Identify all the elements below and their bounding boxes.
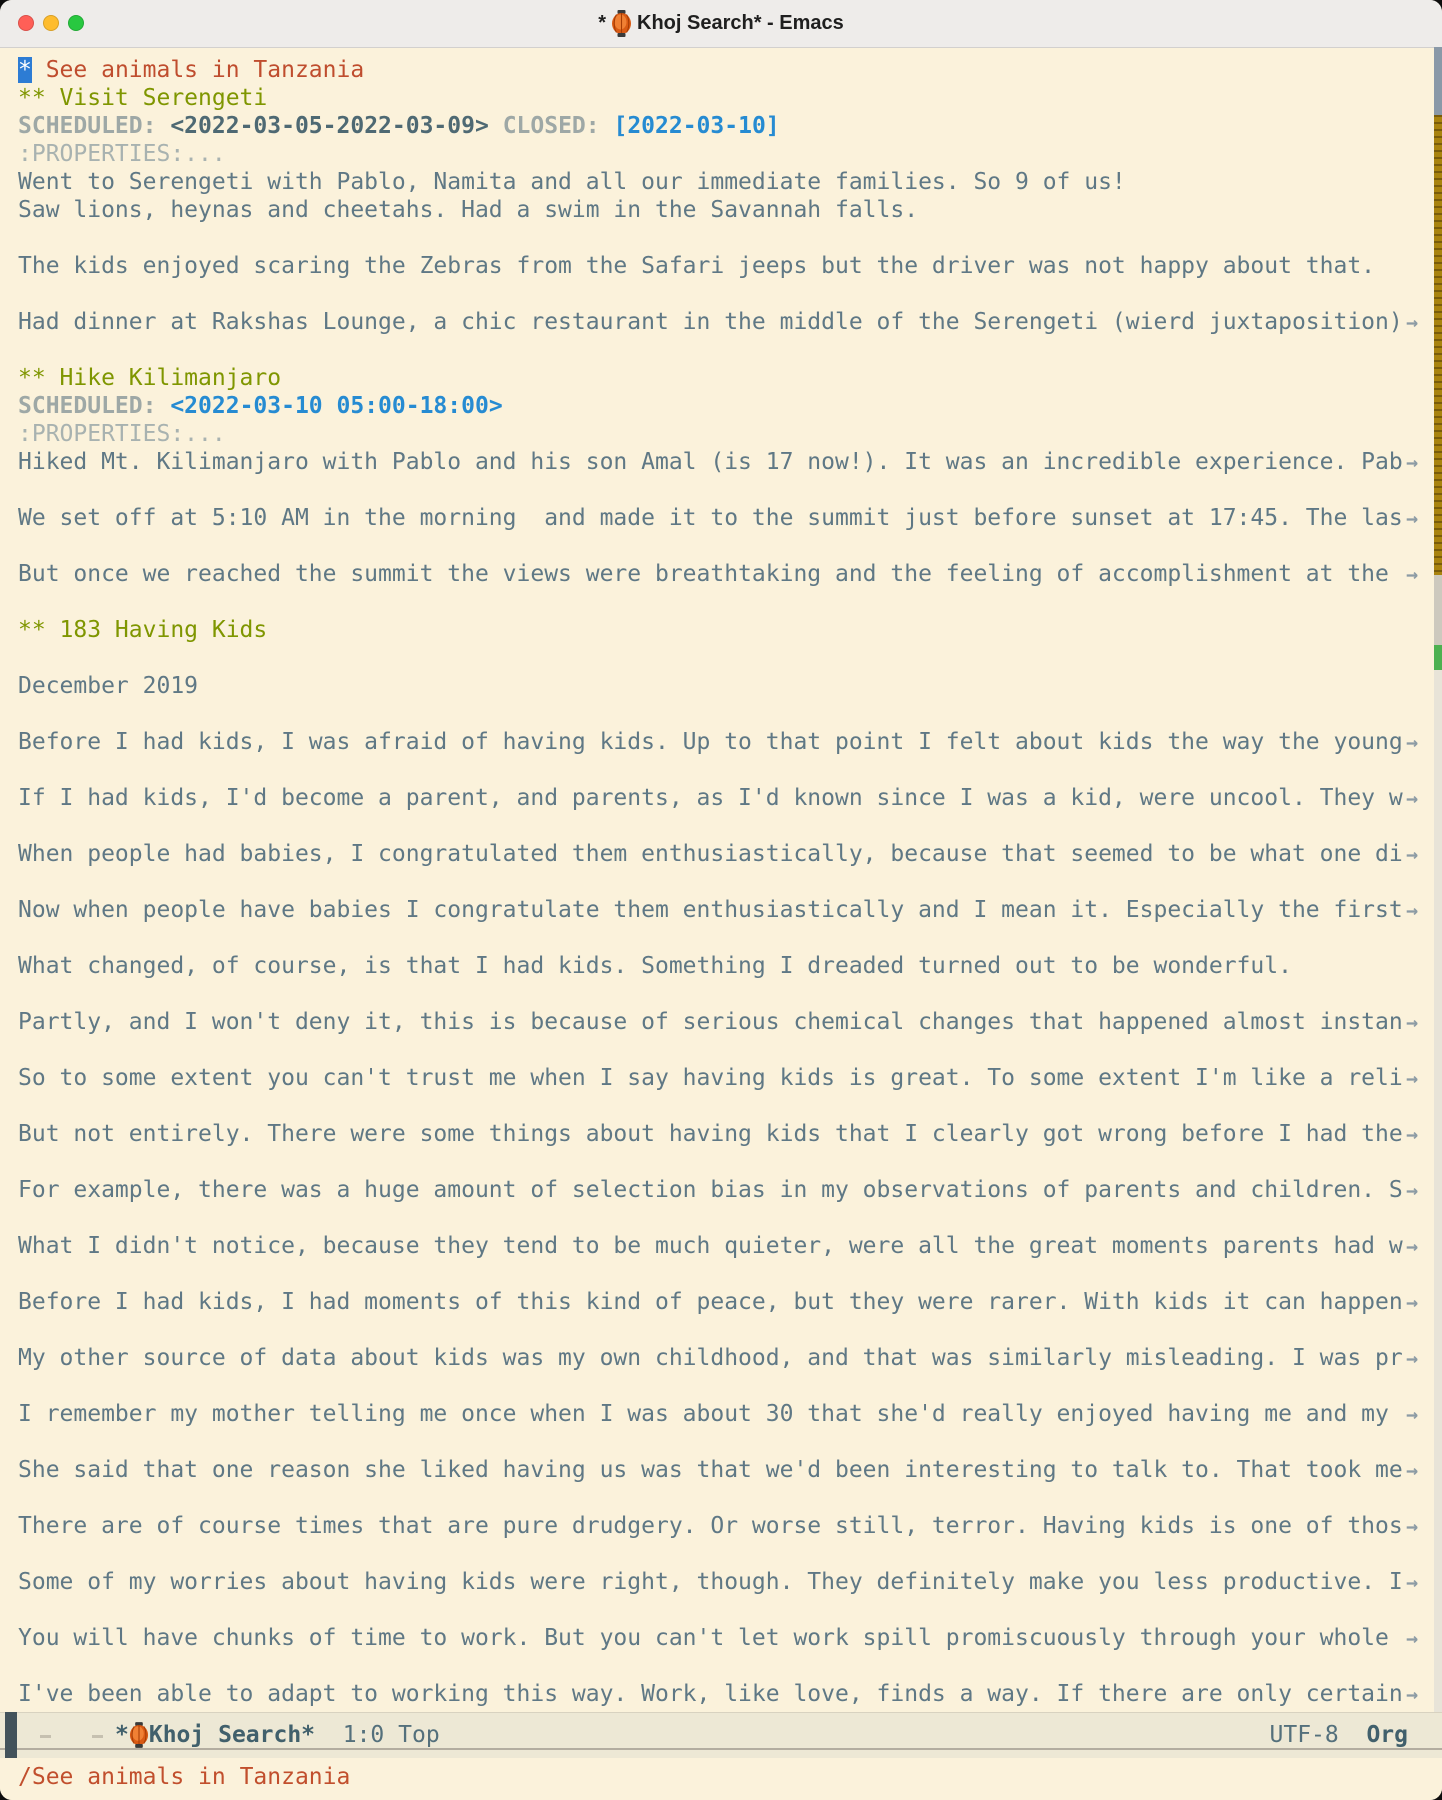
text-segment: For example, there was a huge amount of selection bias in my observations of parents and children. S [18, 1177, 1403, 1203]
buffer-blank-line[interactable] [0, 532, 1442, 560]
titlebar[interactable] [0, 0, 1442, 48]
modeline-buffer-info [115, 1713, 440, 1757]
org-buffer[interactable] [0, 47, 1442, 1712]
window-title-prefix: * [598, 12, 607, 34]
buffer-line[interactable] [0, 728, 1442, 756]
lantern-icon [129, 1722, 149, 1748]
modeline-encoding[interactable]: UTF-8 [1269, 1722, 1339, 1748]
close-button[interactable] [18, 15, 34, 31]
buffer-line[interactable] [0, 616, 1442, 644]
buffer-line[interactable] [0, 448, 1442, 476]
window-title [598, 10, 844, 37]
text-segment: Now when people have babies I congratulate them enthusiastically and I mean it. Especially the first [18, 897, 1403, 923]
buffer-blank-line[interactable] [0, 644, 1442, 672]
minibuffer-search-input[interactable] [18, 1764, 350, 1790]
minibuffer[interactable] [0, 1758, 1442, 1800]
right-edge-strip-segment [1434, 47, 1442, 115]
line-truncation-arrow: → [1406, 1570, 1419, 1594]
buffer-line[interactable] [0, 392, 1442, 420]
buffer-blank-line[interactable] [0, 700, 1442, 728]
buffer-line[interactable] [0, 672, 1442, 700]
text-segment: December 2019 [18, 673, 199, 699]
line-truncation-arrow: → [1406, 1346, 1419, 1370]
text-segment: You will have chunks of time to work. But you can't let work spill promiscuously through your whole [18, 1625, 1403, 1651]
buffer-line[interactable] [0, 1120, 1442, 1148]
buffer-line[interactable] [0, 84, 1442, 112]
buffer-line[interactable] [0, 1176, 1442, 1204]
buffer-blank-line[interactable] [0, 868, 1442, 896]
right-edge-strip-segment [1434, 670, 1442, 1758]
buffer-line[interactable] [0, 1400, 1442, 1428]
buffer-line[interactable] [0, 1288, 1442, 1316]
modeline-cursor-position: 1:0 [342, 1722, 385, 1748]
minimize-button[interactable] [43, 15, 59, 31]
buffer-blank-line[interactable] [0, 1596, 1442, 1624]
buffer-blank-line[interactable] [0, 1092, 1442, 1120]
text-segment: :PROPERTIES:... [18, 421, 226, 447]
line-truncation-arrow: → [1406, 1066, 1419, 1090]
buffer-blank-line[interactable] [0, 1428, 1442, 1456]
text-cursor: * [18, 57, 32, 83]
buffer-blank-line[interactable] [0, 924, 1442, 952]
buffer-line[interactable] [0, 952, 1442, 980]
line-truncation-arrow: → [1406, 1514, 1419, 1538]
text-segment: Went to Serengeti with Pablo, Namita and all our immediate families. So 9 of us! [18, 169, 1126, 195]
buffer-line[interactable] [0, 1680, 1442, 1708]
text-segment: Some of my worries about having kids were right, though. They definitely make you less productive. I [18, 1569, 1403, 1595]
buffer-line[interactable] [0, 420, 1442, 448]
text-segment: CLOSED: [502, 113, 614, 139]
line-truncation-arrow: → [1406, 898, 1419, 922]
text-segment [489, 113, 503, 139]
buffer-line[interactable] [0, 1344, 1442, 1372]
buffer-blank-line[interactable] [0, 476, 1442, 504]
buffer-line[interactable] [0, 196, 1442, 224]
text-segment: The kids enjoyed scaring the Zebras from the Safari jeeps but the driver was not happy about that. [18, 253, 1376, 279]
buffer-blank-line[interactable] [0, 1372, 1442, 1400]
text-segment: Before I had kids, I had moments of this kind of peace, but they were rarer. With kids it can happen [18, 1289, 1403, 1315]
modeline-buffer-name-prefix: * [115, 1722, 129, 1748]
line-truncation-arrow: → [1406, 1234, 1419, 1258]
modeline-buffer-name: Khoj Search* [148, 1722, 316, 1748]
buffer-blank-line[interactable] [0, 1540, 1442, 1568]
text-segment: But once we reached the summit the views were breathtaking and the feeling of accomplishment at the [18, 561, 1403, 587]
text-segment: There are of course times that are pure drudgery. Or worse still, terror. Having kids is one of thos [18, 1513, 1403, 1539]
zoom-button[interactable] [68, 15, 84, 31]
text-segment: I've been able to adapt to working this way. Work, like love, finds a way. If there are only certain [18, 1681, 1403, 1707]
buffer-line[interactable] [0, 784, 1442, 812]
buffer-blank-line[interactable] [0, 336, 1442, 364]
text-segment: So to some extent you can't trust me when I say having kids is great. To some extent I'm like a reli [18, 1065, 1403, 1091]
buffer-blank-line[interactable] [0, 980, 1442, 1008]
text-segment: But not entirely. There were some things about having kids that I clearly got wrong before I had the [18, 1121, 1403, 1147]
buffer-line[interactable] [0, 1008, 1442, 1036]
modeline [0, 1712, 1442, 1758]
buffer-blank-line[interactable] [0, 224, 1442, 252]
buffer-line[interactable] [0, 1232, 1442, 1260]
text-segment: :PROPERTIES:... [18, 141, 226, 167]
buffer-line[interactable] [0, 252, 1442, 280]
buffer-line[interactable] [0, 168, 1442, 196]
modeline-underline [0, 1748, 1442, 1750]
buffer-line[interactable] [0, 140, 1442, 168]
right-edge-strip-segment [1434, 645, 1442, 670]
text-segment: SCHEDULED: [18, 113, 171, 139]
text-segment: <2022-03-10 05:00-18:00> [170, 393, 503, 419]
text-segment: See animals in Tanzania [31, 57, 365, 83]
buffer-line[interactable] [0, 56, 1442, 84]
text-segment: What changed, of course, is that I had kids. Something I dreaded turned out to be wonderful. [18, 953, 1292, 979]
text-segment: ** Hike Kilimanjaro [18, 365, 282, 391]
buffer-line[interactable] [0, 504, 1442, 532]
line-truncation-arrow: → [1406, 1682, 1419, 1706]
buffer-line[interactable] [0, 112, 1442, 140]
buffer-line[interactable] [0, 1624, 1442, 1652]
buffer-blank-line[interactable] [0, 812, 1442, 840]
line-truncation-arrow: → [1406, 1178, 1419, 1202]
text-segment: Saw lions, heynas and cheetahs. Had a swim in the Savannah falls. [18, 197, 919, 223]
text-segment: We set off at 5:10 AM in the morning and made it to the summit just before sunset at 17:45. The las [18, 505, 1403, 531]
text-segment: Had dinner at Rakshas Lounge, a chic restaurant in the middle of the Serengeti (wierd juxtaposition) [18, 309, 1403, 335]
modeline-left-bar [5, 1712, 17, 1758]
line-truncation-arrow: → [1406, 506, 1419, 530]
right-edge-strip-segment [1434, 115, 1442, 575]
line-truncation-arrow: → [1406, 450, 1419, 474]
buffer-blank-line[interactable] [0, 588, 1442, 616]
line-truncation-arrow: → [1406, 1458, 1419, 1482]
buffer-blank-line[interactable] [0, 1484, 1442, 1512]
line-truncation-arrow: → [1406, 730, 1419, 754]
modeline-dash [92, 1735, 103, 1738]
buffer-blank-line[interactable] [0, 1148, 1442, 1176]
buffer-blank-line[interactable] [0, 1652, 1442, 1680]
modeline-gap [384, 1722, 398, 1748]
buffer-blank-line[interactable] [0, 280, 1442, 308]
buffer-line[interactable] [0, 364, 1442, 392]
line-truncation-arrow: → [1406, 1626, 1419, 1650]
text-segment: I remember my mother telling me once when I was about 30 that she'd really enjoyed having me and my [18, 1401, 1403, 1427]
text-segment: [2022-03-10] [613, 113, 780, 139]
search-query: See animals in Tanzania [31, 1764, 351, 1790]
modeline-major-mode[interactable]: Org [1366, 1722, 1408, 1748]
text-segment: ** 183 Having Kids [18, 617, 268, 643]
search-prompt: / [18, 1764, 32, 1790]
right-edge-strip-segment [1434, 575, 1442, 645]
buffer-line[interactable] [0, 896, 1442, 924]
buffer-blank-line[interactable] [0, 1204, 1442, 1232]
right-edge-strip [1434, 47, 1442, 1758]
line-truncation-arrow: → [1406, 786, 1419, 810]
text-segment: What I didn't notice, because they tend to be much quieter, were all the great moments parents had w [18, 1233, 1403, 1259]
buffer-blank-line[interactable] [0, 1260, 1442, 1288]
text-segment: Hiked Mt. Kilimanjaro with Pablo and his son Amal (is 17 now!). It was an incredible experience. Pab [18, 449, 1403, 475]
line-truncation-arrow: → [1406, 310, 1419, 334]
line-truncation-arrow: → [1406, 562, 1419, 586]
buffer-line[interactable] [0, 560, 1442, 588]
text-segment: When people had babies, I congratulated them enthusiastically, because that seemed to be what one di [18, 841, 1403, 867]
text-segment: SCHEDULED: [18, 393, 171, 419]
modeline-scroll-location: Top [398, 1722, 440, 1748]
text-segment: ** Visit Serengeti [18, 85, 268, 111]
buffer-blank-line[interactable] [0, 756, 1442, 784]
buffer-line[interactable] [0, 1064, 1442, 1092]
buffer-line[interactable] [0, 1568, 1442, 1596]
modeline-gap [315, 1722, 343, 1748]
buffer-line[interactable] [0, 840, 1442, 868]
buffer-blank-line[interactable] [0, 1036, 1442, 1064]
text-segment: My other source of data about kids was my own childhood, and that was similarly misleading. I was pr [18, 1345, 1403, 1371]
buffer-line[interactable] [0, 1456, 1442, 1484]
buffer-blank-line[interactable] [0, 1316, 1442, 1344]
text-segment: She said that one reason she liked having us was that we'd been interesting to talk to. That took me [18, 1457, 1403, 1483]
line-truncation-arrow: → [1406, 1010, 1419, 1034]
line-truncation-arrow: → [1406, 842, 1419, 866]
text-segment: <2022-03-05-2022-03-09> [170, 113, 489, 139]
modeline-dash [40, 1735, 51, 1738]
line-truncation-arrow: → [1406, 1122, 1419, 1146]
buffer-line[interactable] [0, 308, 1442, 336]
traffic-lights [18, 15, 84, 31]
window-title-text: Khoj Search* - Emacs [637, 12, 844, 34]
text-segment: If I had kids, I'd become a parent, and parents, as I'd known since I was a kid, were uncool. They w [18, 785, 1403, 811]
line-truncation-arrow: → [1406, 1290, 1419, 1314]
lantern-icon [611, 10, 632, 37]
buffer-line[interactable] [0, 1512, 1442, 1540]
text-segment: Before I had kids, I was afraid of having kids. Up to that point I felt about kids the way the young [18, 729, 1403, 755]
line-truncation-arrow: → [1406, 1402, 1419, 1426]
text-segment: Partly, and I won't deny it, this is because of serious chemical changes that happened almost instan [18, 1009, 1403, 1035]
modeline-right-info [1270, 1713, 1409, 1757]
modeline-gap [1339, 1722, 1367, 1748]
